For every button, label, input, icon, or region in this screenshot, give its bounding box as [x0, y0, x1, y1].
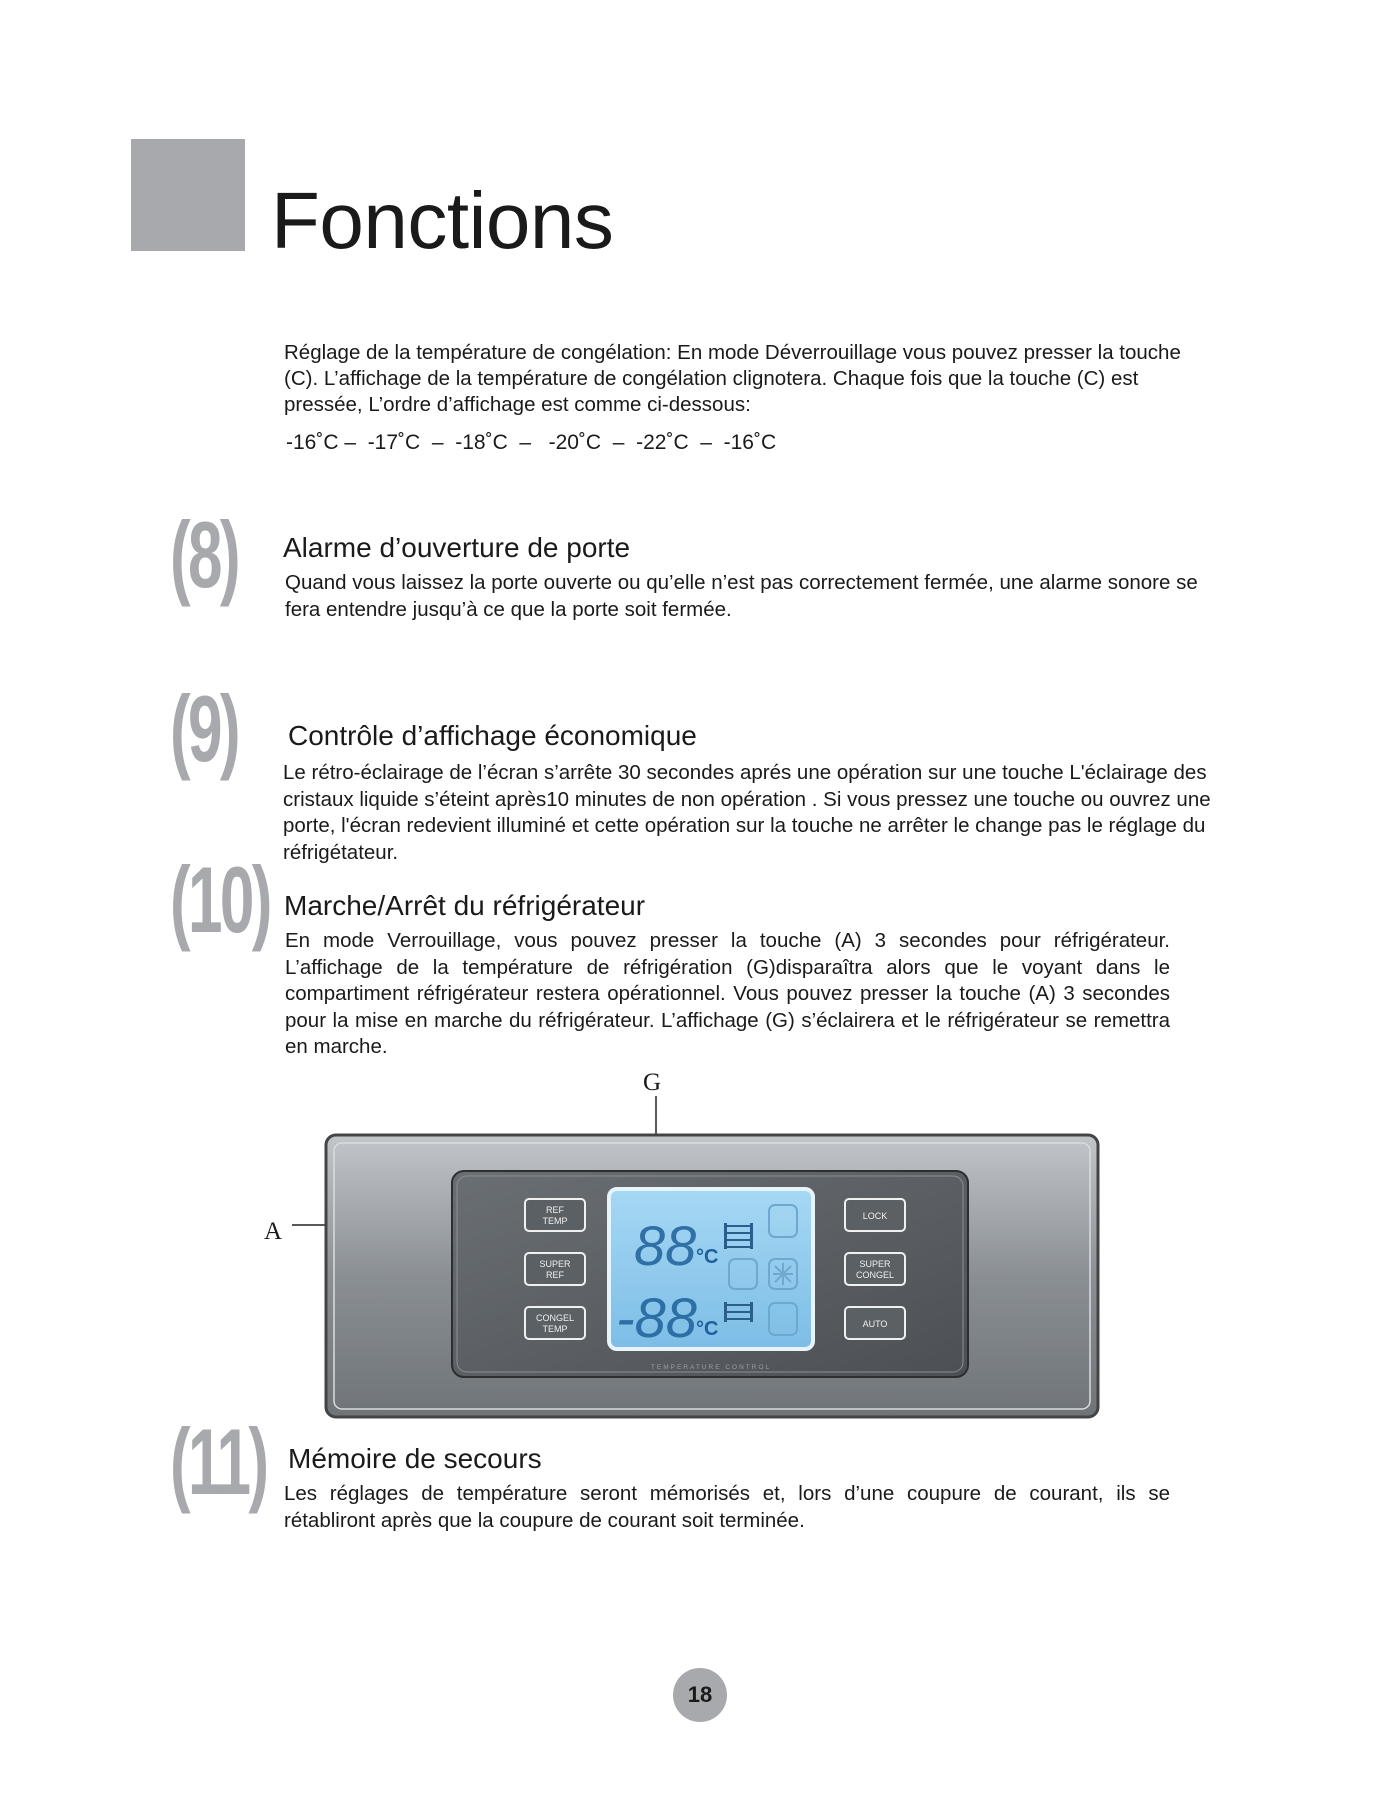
lcd-level-indicator-bottom — [724, 1302, 753, 1322]
svg-text:TEMP: TEMP — [542, 1324, 568, 1334]
lcd-top-digits: 88 — [634, 1214, 697, 1277]
super-ref-button[interactable] — [525, 1253, 585, 1285]
section-body-fridge-power: En mode Verrouillage, vous pouvez presser la touche (A) 3 secondes pour réfrigérateur. L’affichage de la température de réfrigération (G)disparaîtra alors que le voyant dans le compartiment réfrigérateur restera opérationnel. Vous pouvez presser la touche (A) 3 secondes pour la mise en marche du réfrigérateur. L’affichage (G) s’éclairera et le réfrigérateur se remettra en marche. — [285, 929, 1170, 1058]
congel-temp-button[interactable] — [525, 1307, 585, 1339]
super-congel-button[interactable] — [845, 1253, 905, 1285]
svg-text:SUPER: SUPER — [859, 1259, 891, 1269]
callout-label-a: A — [264, 1218, 283, 1245]
svg-text:SUPER: SUPER — [539, 1259, 571, 1269]
control-panel-diagram — [324, 1133, 1100, 1419]
section-number-9: (9) — [170, 676, 238, 781]
svg-text:CONGEL: CONGEL — [535, 1313, 575, 1323]
auto-button[interactable] — [845, 1307, 905, 1339]
section-title-backup-memory: Mémoire de secours — [288, 1443, 542, 1474]
section-body-eco-display: Le rétro-éclairage de l’écran s’arrête 30 secondes aprés une opération sur une touche L'éclairage des cristaux liquide s’éteint après10 minutes de non opération . Si vous pressez une touche ou ouvrez une porte, l'écran redevient illuminé et cette opération sur la touche ne arrêter le change pas le réglage du réfrigétateur. — [283, 761, 1211, 864]
intro-paragraph: Réglage de la température de congélation: En mode Déverrouillage vous pouvez presser la touche (C). L’affichage de la température de congélation clignotera. Chaque fois que la touche (C) est pressée, L’ordre d’affichage est comme ci-dessous: — [284, 341, 1181, 416]
svg-text:REF: REF — [546, 1270, 564, 1280]
section-title-eco-display: Contrôle d’affichage économique — [288, 720, 697, 751]
lcd-bottom-digits: -88 — [616, 1286, 697, 1349]
section-number-10: (10) — [170, 847, 270, 952]
section-number-8: (8) — [170, 502, 238, 607]
section-title-door-alarm: Alarme d’ouverture de porte — [283, 532, 631, 563]
temperature-sequence: -16˚C – -17˚C – -18˚C – -20˚C – -22˚C – -16˚C — [286, 431, 777, 454]
lcd-top-unit: °C — [696, 1246, 719, 1268]
page-title: Fonctions — [271, 176, 614, 265]
lcd-bottom-unit: °C — [696, 1318, 719, 1340]
callout-label-g: G — [643, 1069, 662, 1096]
svg-text:CONGEL: CONGEL — [855, 1270, 895, 1280]
section-body-backup-memory: Les réglages de température seront mémorisés et, lors d’une coupure de courant, ils se rétabliront après que la coupure de courant soit terminée. — [284, 1482, 1170, 1532]
ref-temp-button[interactable] — [525, 1199, 585, 1231]
svg-text:AUTO: AUTO — [862, 1319, 888, 1329]
section-body-door-alarm: Quand vous laissez la porte ouverte ou qu’elle n’est pas correctement fermée, une alarme sonore se fera entendre jusqu’à ce que la porte soit fermée. — [285, 571, 1198, 621]
svg-text:REF: REF — [546, 1205, 564, 1215]
section-number-11: (11) — [170, 1409, 267, 1514]
page-number-badge: 18 — [673, 1668, 727, 1722]
panel-caption: TEMPERATURE CONTROL — [650, 1364, 772, 1371]
section-title-fridge-power: Marche/Arrêt du réfrigérateur — [284, 890, 646, 921]
lock-button[interactable] — [845, 1199, 905, 1231]
svg-text:TEMP: TEMP — [542, 1216, 568, 1226]
svg-text:LOCK: LOCK — [862, 1211, 888, 1221]
